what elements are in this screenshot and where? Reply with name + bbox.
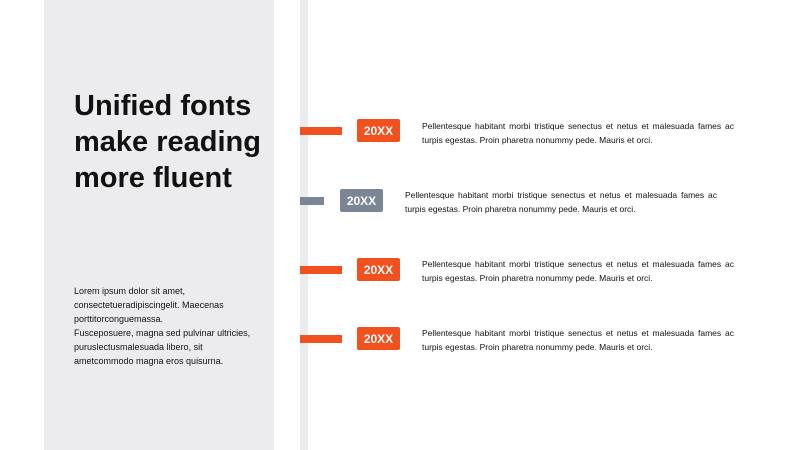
slide-title: Unified fonts make reading more fluent (74, 90, 261, 194)
timeline-connector (300, 335, 342, 343)
year-badge: 20XX (357, 258, 400, 281)
year-badge: 20XX (357, 119, 400, 142)
intro-line: Lorem ipsum dolor sit amet, (74, 286, 186, 296)
timeline-entry-text: Pellentesque habitant morbi tristique senectus et netus et malesuada fames ac turpis egestas. Proin pharetra nonummy pede. Mauris et orci. (422, 328, 734, 352)
left-panel (44, 0, 274, 450)
year-badge: 20XX (340, 189, 383, 212)
year-badge: 20XX (357, 327, 400, 350)
timeline-entry-text: Pellentesque habitant morbi tristique senectus et netus et malesuada fames ac turpis egestas. Proin pharetra nonummy pede. Mauris et orci. (405, 190, 717, 214)
intro-line: consectetueradipiscingelit. Maecenas (74, 300, 224, 310)
timeline-entry-text: Pellentesque habitant morbi tristique senectus et netus et malesuada fames ac turpis egestas. Proin pharetra nonummy pede. Mauris et orci. (422, 259, 734, 283)
timeline-rail (300, 0, 308, 450)
intro-line: ametcommodo magna eros quisurna. (74, 356, 224, 366)
intro-paragraph (74, 284, 274, 368)
intro-line: puruslectusmalesuada libero, sit (74, 342, 203, 352)
timeline-connector (300, 266, 342, 274)
timeline-connector (300, 197, 324, 205)
timeline-connector (300, 127, 342, 135)
timeline-entry-text: Pellentesque habitant morbi tristique senectus et netus et malesuada fames ac turpis egestas. Proin pharetra nonummy pede. Mauris et orci. (422, 121, 734, 145)
intro-line: porttitorconguemassa. (74, 314, 164, 324)
intro-line: Fusceposuere, magna sed pulvinar ultricies, (74, 328, 251, 338)
